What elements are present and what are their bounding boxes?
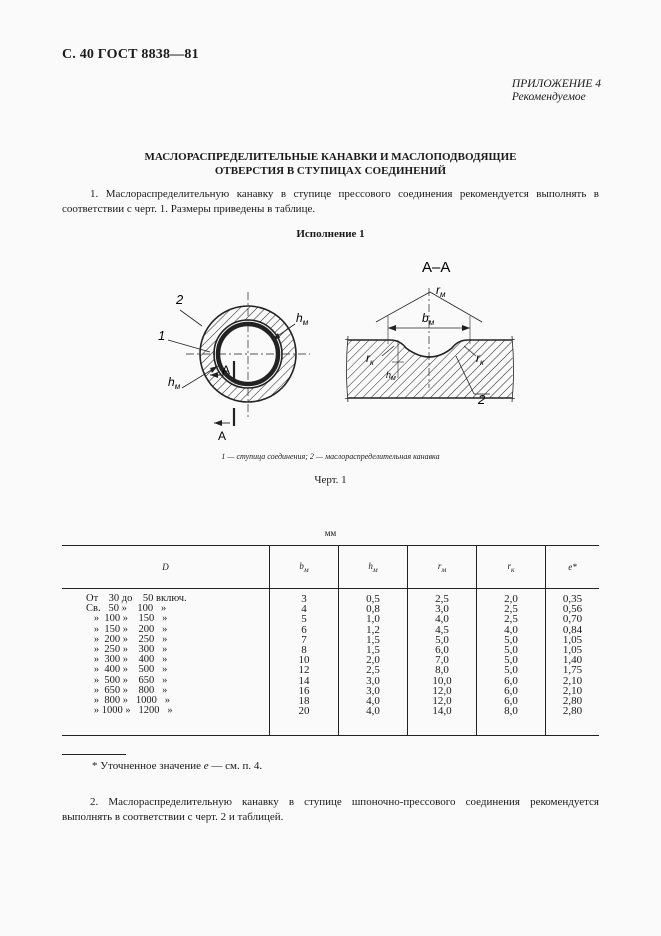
title-line-2: ОТВЕРСТИЯ В СТУПИЦАХ СОЕДИНЕНИЙ <box>214 165 447 177</box>
paragraph-1 <box>62 187 599 217</box>
table-row: » 300 » 400 » <box>86 654 168 666</box>
col-header-hm: $h_м$ <box>339 546 408 589</box>
rk-column: 2,0 2,5 2,5 4,0 5,0 5,0 5,0 5,0 6,0 6,0 6,0 8,0 <box>477 589 546 736</box>
appendix-status: Рекомендуемое <box>511 91 586 103</box>
d-column <box>62 589 270 736</box>
label-hm-left: $h_м$ <box>168 375 181 391</box>
section-title <box>0 150 661 178</box>
appendix-number: ПРИЛОЖЕНИЕ 4 <box>511 78 601 90</box>
footnote-divider <box>62 754 126 755</box>
col-header-rk: $r_к$ <box>477 546 546 589</box>
label-rk-left: $r_к$ <box>366 351 374 367</box>
label-hm-section: $h_м$ <box>386 370 396 382</box>
table-row: От 30 до 50 включ. <box>86 593 187 604</box>
table-row: » 250 » 300 » <box>86 644 168 656</box>
table-row: » 100 » 150 » <box>86 613 168 625</box>
label-rk-right: $r_к$ <box>476 351 484 367</box>
page-header: С. 40 ГОСТ 8838—81 <box>62 47 199 62</box>
figure-label: Черт. 1 <box>314 474 347 486</box>
label-hm-top: $h_м$ <box>296 311 309 327</box>
col-header-bm: $b_м$ <box>270 546 339 589</box>
table-units: мм <box>324 528 337 538</box>
label-rm: $r_м$ <box>436 283 446 299</box>
label-2-section: 2 <box>478 392 486 407</box>
label-bm: $b_м$ <box>422 311 435 327</box>
paragraph-2 <box>62 795 599 825</box>
col-header-rm: $r_м$ <box>408 546 477 589</box>
bm-column: 3 4 5 6 7 8 10 12 14 16 18 20 <box>270 589 339 736</box>
label-1: 1 <box>158 328 166 343</box>
table-row: » 500 » 650 » <box>86 674 168 686</box>
footnote: * Уточненное значение e — см. п. 4. <box>92 760 263 772</box>
hm-column: 0,5 0,8 1,0 1,2 1,5 1,5 2,0 2,5 3,0 3,0 4,0 4,0 <box>339 589 408 736</box>
col-header-d: D <box>62 546 270 589</box>
col-header-e: e* <box>546 546 600 589</box>
table-row: » 150 » 200 » <box>86 623 168 635</box>
label-2: 2 <box>176 292 184 307</box>
section-marker-a-upper: А <box>222 363 231 377</box>
hub-ring-view <box>168 292 310 426</box>
paragraph-2-text: 2. Маслораспределительную канавку в ступице шпоночно-прессового соединения рекомендуется выполнять в соответствии с черт. 2 и таблицей. <box>62 796 599 823</box>
table-row: » 800 » 1000 » <box>86 695 170 707</box>
variant-title: Исполнение 1 <box>296 228 365 240</box>
table-row: » 1000 » 1200 » <box>86 705 173 717</box>
e-column: 0,35 0,56 0,70 0,84 1,05 1,05 1,40 1,75 2,10 2,10 2,80 2,80 <box>546 589 600 736</box>
rm-column: 2,5 3,0 4,0 4,5 5,0 6,0 7,0 8,0 10,0 12,0 12,0 14,0 <box>408 589 477 736</box>
drawing-chert-1 <box>130 248 520 448</box>
drawing-caption: 1 — ступица соединения; 2 — маслораспределительная канавка <box>221 452 440 461</box>
dimensions-table <box>62 545 599 736</box>
section-label: А–А <box>422 259 451 276</box>
table-row: » 200 » 250 » <box>86 633 168 645</box>
appendix-label <box>512 78 601 104</box>
table-row: » 400 » 500 » <box>86 664 168 676</box>
title-line-1: МАСЛОРАСПРЕДЕЛИТЕЛЬНЫЕ КАНАВКИ И МАСЛОПОДВОДЯЩИЕ <box>144 151 517 163</box>
table-row: Св. 50 » 100 » <box>86 603 167 615</box>
section-marker-a-lower: А <box>218 429 227 443</box>
section-a-a-view <box>346 288 514 402</box>
table-row: » 650 » 800 » <box>86 684 168 696</box>
paragraph-1-text: 1. Маслораспределительную канавку в ступице прессового соединения рекомендуется выполнять в соответствии с черт. 1. Размеры приведены в таблице. <box>62 188 599 215</box>
